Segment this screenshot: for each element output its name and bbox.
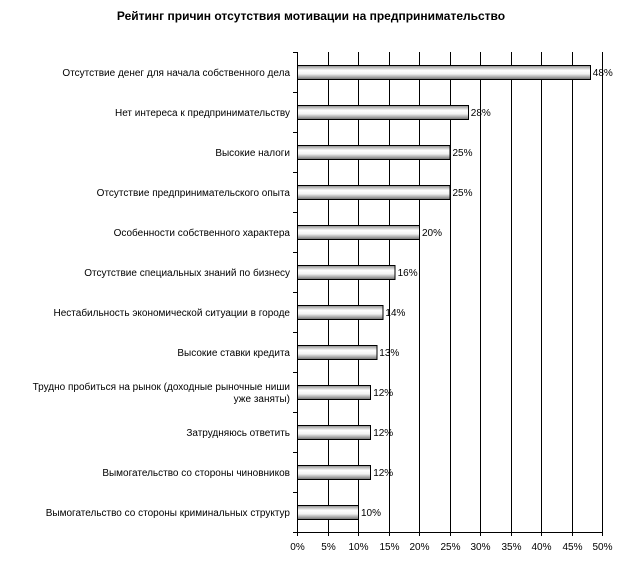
x-tick-label: 40% [531, 542, 552, 553]
bar [298, 226, 420, 240]
x-tick-label: 0% [290, 542, 305, 553]
data-label: 10% [361, 508, 382, 519]
x-tick-label: 50% [592, 542, 613, 553]
category-label: Вымогательство со стороны чиновников [102, 468, 290, 479]
category-label: Затрудняюсь ответить [186, 428, 290, 439]
x-tick-label: 45% [562, 542, 583, 553]
x-tick-label: 30% [470, 542, 491, 553]
bar [298, 186, 451, 200]
category-label: Отсутствие специальных знаний по бизнесу [84, 268, 290, 279]
x-tick-label: 20% [409, 542, 430, 553]
x-tick-label: 35% [501, 542, 522, 553]
data-label: 14% [385, 308, 406, 319]
bar [298, 386, 371, 400]
data-label: 12% [373, 468, 394, 479]
bar [298, 506, 359, 520]
data-label: 25% [452, 148, 473, 159]
category-label: Нестабильность экономической ситуации в городе [53, 308, 290, 319]
data-label: 28% [470, 108, 491, 119]
bar [298, 426, 371, 440]
x-tick-label: 15% [379, 542, 400, 553]
x-tick-label: 25% [440, 542, 461, 553]
bar [298, 306, 383, 320]
data-label: 16% [397, 268, 418, 279]
category-label: Нет интереса к предпринимательству [114, 108, 290, 119]
category-label: Особенности собственного характера [113, 228, 290, 239]
bar [298, 346, 377, 360]
x-tick-label: 10% [348, 542, 369, 553]
chart-title: Рейтинг причин отсутствия мотивации на предпринимательство [116, 9, 506, 23]
data-label: 20% [422, 228, 443, 239]
x-tick-label: 5% [321, 542, 336, 553]
data-label: 48% [592, 68, 613, 79]
data-label: 13% [379, 348, 400, 359]
bar [298, 106, 469, 120]
category-label: Высокие ставки кредита [177, 348, 290, 359]
category-label: Трудно пробиться на рынок (доходные рыночные ниши уже заняты) [32, 382, 290, 405]
data-label: 25% [452, 188, 473, 199]
category-label: Вымогательство со стороны криминальных структур [45, 508, 290, 519]
data-label: 12% [373, 388, 394, 399]
category-label: Отсутствие денег для начала собственного дела [62, 68, 290, 79]
category-label: Отсутствие предпринимательского опыта [96, 188, 290, 199]
bar [298, 146, 451, 160]
bar [298, 266, 396, 280]
category-label: Высокие налоги [215, 148, 290, 159]
bar [298, 66, 591, 80]
data-label: 12% [373, 428, 394, 439]
bar [298, 466, 371, 480]
